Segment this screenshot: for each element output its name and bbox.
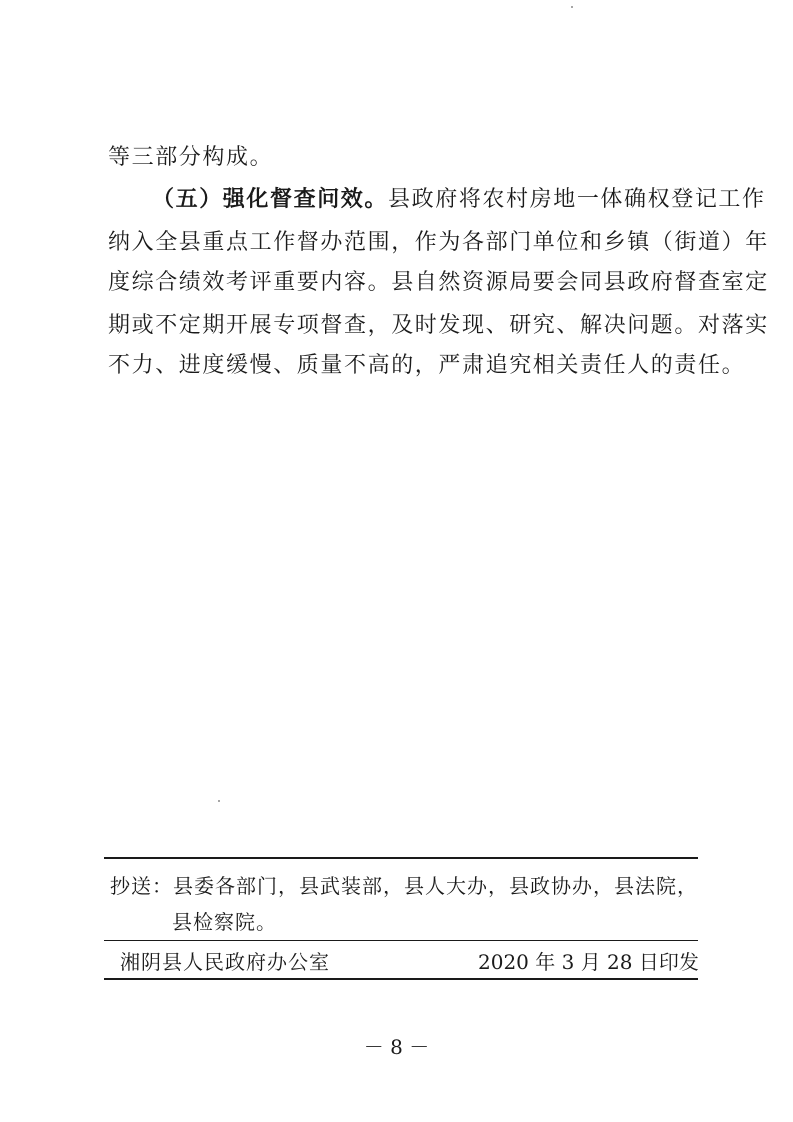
scan-speck (571, 6, 573, 8)
issue-date: 2020 年 3 月 28 日印发 (478, 950, 699, 974)
scan-speck (218, 800, 220, 802)
body-line-4: 度综合绩效考评重要内容。县自然资源局要会同县政府督查室定 (108, 270, 769, 295)
body-line-1: 等三部分构成。 (108, 145, 274, 170)
cc-bottom-rule (104, 940, 698, 941)
cc-top-rule (104, 857, 698, 859)
body-line-6: 不力、进度缓慢、质量不高的，严肃追究相关责任人的责任。 (108, 353, 746, 378)
body-line-2-text: 县政府将农村房地一体确权登记工作 (388, 187, 766, 212)
cc-line-2: 县检察院。 (172, 910, 277, 934)
issuing-office: 湘阴县人民政府办公室 (120, 950, 330, 974)
body-line-2 (152, 184, 766, 215)
body-line-5: 期或不定期开展专项督查，及时发现、研究、解决问题。对落实 (108, 313, 769, 338)
section-heading: （五）强化督查问效。 (152, 186, 389, 212)
cc-line-1 (110, 872, 698, 900)
cc-recipients: 县委各部门，县武装部，县人大办，县政协办，县法院， (173, 874, 698, 898)
page-number: － 8 － (363, 1035, 430, 1059)
cc-label: 抄送： (110, 874, 173, 898)
body-line-3: 纳入全县重点工作督办范围，作为各部门单位和乡镇（街道）年 (108, 230, 769, 255)
footer-bottom-rule (104, 978, 698, 980)
